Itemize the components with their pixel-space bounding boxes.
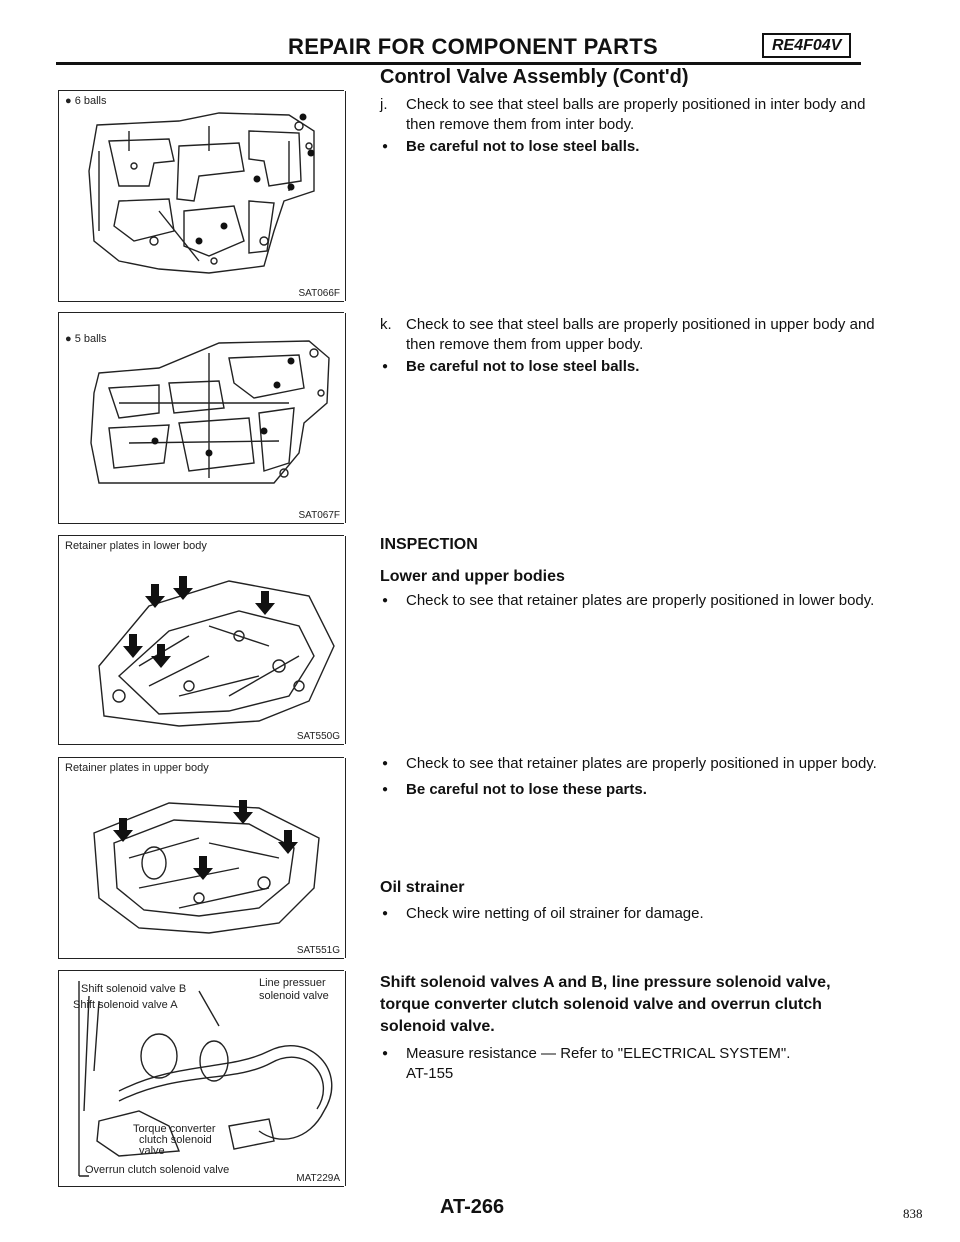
solenoid-section bbox=[380, 972, 870, 1084]
figure-code: SAT066F bbox=[298, 288, 340, 299]
model-badge: RE4F04V bbox=[762, 33, 851, 58]
inspection-heading: INSPECTION bbox=[380, 536, 478, 553]
figure-retainer-upper bbox=[58, 757, 344, 959]
label-line-pressure-1: Line pressuer bbox=[259, 977, 326, 989]
header-rule bbox=[56, 62, 861, 65]
lower-upper-heading: Lower and upper bodies bbox=[380, 568, 565, 585]
step-label: k. bbox=[380, 316, 392, 333]
label-shift-solenoid-a: Shift solenoid valve A bbox=[73, 999, 178, 1011]
inter-body-diagram bbox=[59, 91, 344, 301]
step-k bbox=[380, 315, 880, 377]
figure-solenoids bbox=[58, 970, 344, 1187]
step-text: Check to see that steel balls are properly positioned in upper body and then remove them from upper body. bbox=[406, 316, 875, 353]
figure-retainer-lower bbox=[58, 535, 344, 745]
figure-5-balls bbox=[58, 312, 344, 524]
page-number: 838 bbox=[903, 1206, 923, 1221]
upper-body-section bbox=[380, 752, 880, 800]
figure-code: SAT550G bbox=[296, 731, 340, 742]
page-header-title: REPAIR FOR COMPONENT PARTS bbox=[288, 34, 658, 59]
step-text: Check to see that steel balls are properly positioned in inter body and then remove them from inter body. bbox=[406, 96, 866, 133]
step-label: j. bbox=[380, 96, 388, 113]
figure-caption: Retainer plates in lower body bbox=[65, 540, 207, 552]
upper-body-bullet: ● Check to see that retainer plates are properly positioned in upper body. bbox=[380, 754, 880, 774]
label-torque-1: Torque converter bbox=[133, 1123, 216, 1135]
oil-strainer-bullet: ● Check wire netting of oil strainer for damage. bbox=[380, 904, 880, 924]
figure-caption: ● 5 balls bbox=[65, 333, 107, 345]
label-shift-solenoid-b: Shift solenoid valve B bbox=[81, 983, 187, 995]
page-code: AT-266 bbox=[440, 1196, 505, 1218]
lower-body-diagram bbox=[59, 536, 344, 744]
solenoid-bullet-text: Measure resistance — Refer to "ELECTRICAL SYSTEM". bbox=[406, 1045, 791, 1062]
label-overrun: Overrun clutch solenoid valve bbox=[85, 1164, 230, 1176]
solenoid-ref: AT-155 bbox=[406, 1065, 454, 1082]
label-torque-2: clutch solenoid bbox=[139, 1134, 212, 1146]
step-j bbox=[380, 95, 880, 157]
step-k-note: ● Be careful not to lose steel balls. bbox=[380, 357, 880, 377]
solenoid-bullet bbox=[380, 1044, 870, 1084]
figure-6-balls bbox=[58, 90, 344, 302]
figure-code: SAT551G bbox=[296, 945, 340, 956]
figure-code: SAT067F bbox=[298, 510, 340, 521]
label-line-pressure-2: solenoid valve bbox=[259, 990, 329, 1002]
step-k-text bbox=[380, 315, 880, 355]
solenoid-heading: Shift solenoid valves A and B, line pressure solenoid valve, torque converter clutch solenoid valve and overrun clutch solenoid valve. bbox=[380, 974, 831, 1035]
lower-body-bullet: ● Check to see that retainer plates are properly positioned in lower body. bbox=[380, 591, 880, 611]
step-j-note: ● Be careful not to lose steel balls. bbox=[380, 137, 880, 157]
upper-body-note: ● Be careful not to lose these parts. bbox=[380, 780, 880, 800]
oil-strainer-heading: Oil strainer bbox=[380, 879, 465, 896]
inspection-section bbox=[380, 535, 880, 611]
section-subtitle: Control Valve Assembly (Cont'd) bbox=[380, 66, 689, 88]
figure-caption: Retainer plates in upper body bbox=[65, 762, 209, 774]
step-j-text bbox=[380, 95, 880, 135]
oil-strainer-section bbox=[380, 878, 880, 924]
figure-code: MAT229A bbox=[296, 1173, 340, 1184]
upper-body-photo-diagram bbox=[59, 758, 344, 958]
label-torque-3: valve bbox=[139, 1145, 165, 1157]
figure-caption: ● 6 balls bbox=[65, 95, 107, 107]
